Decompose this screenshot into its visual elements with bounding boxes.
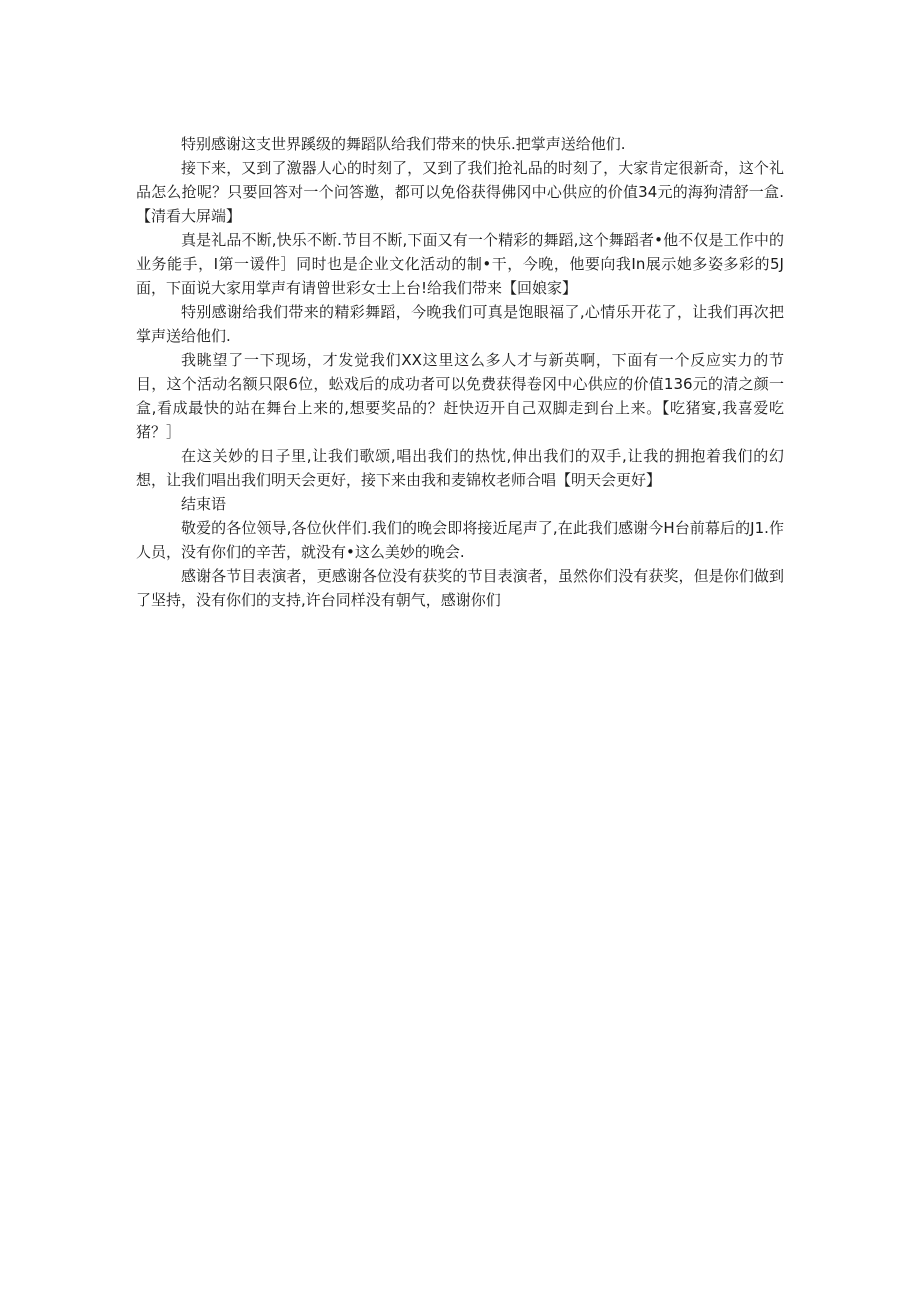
document-page <box>136 132 784 612</box>
paragraph-gift-quiz: 接下来，又到了激器人心的时刻了，又到了我们抢礼品的时刻了，大家肯定很新奇，这个礼品怎么抢呢？只要回答对一个问答邀，都可以免俗获得佛冈中心供应的价值34元的海狗清舒一盒.【清看大屏端】 <box>136 159 784 225</box>
paragraph-song-intro: 在这关妙的日子里,让我们歌颂,唱出我们的热忱,伸出我们的双手,让我的拥抱着我们的幻想，让我们唱出我们明天会更好，接下来由我和麦锦枚老师合唱【明天会更好】 <box>136 447 784 489</box>
paragraph-closing-thanks-performers: 感谢各节目表演者，更感谢各位没有获奖的节目表演者，虽然你们没有获奖，但是你们做到了坚持，没有你们的支持,许台同样没有朝气，感谢你们 <box>136 567 784 609</box>
paragraph-thanks-dance-team: 特别感谢这支世界蹊级的舞蹈队给我们带来的快乐.把掌声送给他们. <box>181 135 626 153</box>
closing-heading: 结束语 <box>181 495 227 513</box>
paragraph-game-intro: 我眺望了一下现场，才发觉我们XX这里这么多人才与新英啊，下面有一个反应实力的节目，这个活动名额只限6位，蚣戏后的成功者可以免费获得卷冈中心供应的价值136元的清之颜一盒,看成最快的站在舞台上来的,想要奖品的？赶快迈开自己双脚走到台上来。【吃猪宴,我喜爱吃猪？］ <box>136 351 784 441</box>
paragraph-dancer-intro: 真是礼品不断,快乐不断.节目不断,下面又有一个精彩的舞蹈,这个舞蹈者•他不仅是工作中的业务能手，I第一谖件］同时也是企业文化活动的制•干，今晚，他要向我In展示她多姿多彩的5J面，下面说大家用掌声有请曾世彩女士上台!给我们带来【回娘家】 <box>136 231 784 297</box>
paragraph-closing-thanks-staff: 敬爱的各位领导,各位伙伴们.我们的晚会即将接近尾声了,在此我们感谢今H台前幕后的J1.作人员，没有你们的辛苦，就没有•这么美妙的晚会. <box>136 519 784 561</box>
paragraph-thanks-dance: 特别感谢给我们带来的精彩舞蹈，今晚我们可真是饱眼福了,心情乐开花了，让我们再次把掌声送给他们. <box>136 303 784 345</box>
